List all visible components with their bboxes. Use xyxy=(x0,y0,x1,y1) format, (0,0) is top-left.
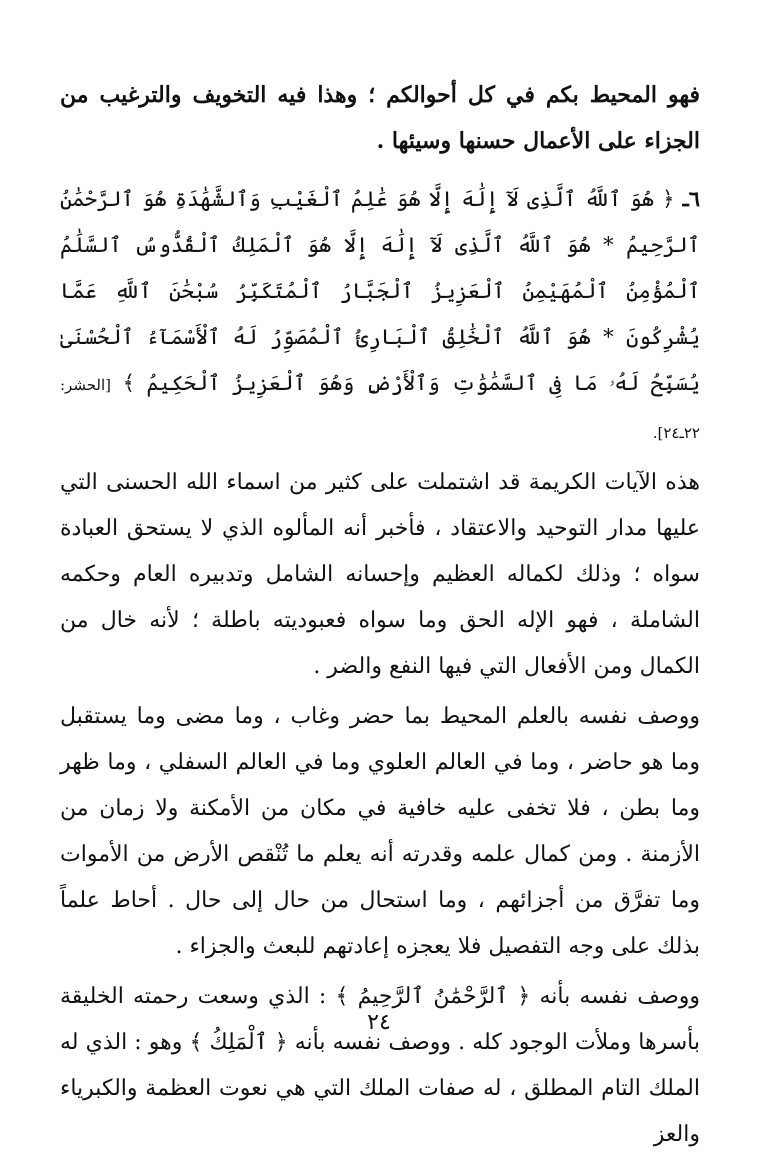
verse-number: ٦ـ xyxy=(682,186,700,211)
paragraph-intro: فهو المحيط بكم في كل أحوالكم ؛ وهذا فيه التخويف والترغيب من الجزاء على الأعمال حسنها وسيئها . xyxy=(60,82,700,154)
paragraph-mercy-and-kingship: ووصف نفسه بأنه ﴿ ٱلرَّحْمَٰنُ ٱلرَّحِيمُ ﴾ : الذي وسعت رحمته الخليقة بأسرها وملأت الوجود كله . ووصف نفسه بأنه ﴿ ٱلْمَلِكُ ﴾ وهو : الذي له الملك التام المطلق ، له صفات الملك التي هي نعوت العظمة والكبرياء والعز xyxy=(60,984,700,1147)
verse-text: ﴿ هُوَ ٱللَّهُ ٱلَّذِى لَآ إِلَٰهَ إِلَّا هُوَ عَٰلِمُ ٱلْغَيْبِ وَٱلشَّهَٰدَةِ هُوَ ٱلرَّحْمَٰنُ ٱلرَّحِيمُ * هُوَ ٱللَّهُ ٱلَّذِى لَآ إِلَٰهَ إِلَّا هُوَ ٱلْمَلِكُ ٱلْقُدُّوسُ ٱلسَّلَٰمُ ٱلْمُؤْمِنُ ٱلْمُهَيْمِنُ ٱلْعَزِيزُ ٱلْجَبَّارُ ٱلْمُتَكَبِّرُ سُبْحَٰنَ ٱللَّهِ عَمَّا يُشْرِكُونَ * هُوَ ٱللَّهُ ٱلْخَٰلِقُ ٱلْبَارِئُ ٱلْمُصَوِّرُ لَهُ ٱلْأَسْمَآءُ ٱلْحُسْنَىٰ يُسَبِّحُ لَهُۥ مَا فِى ٱلسَّمَٰوَٰتِ وَٱلْأَرْضِ وَهُوَ ٱلْعَزِيزُ ٱلْحَكِيمُ ﴾ xyxy=(60,187,700,395)
paragraph-names-of-allah: هذه الآيات الكريمة قد اشتملت على كثير من اسماء الله الحسنى التي عليها مدار التوحيد والاعتقاد ، فأخبر أنه المألوه الذي لا يستحق العبادة سواه ؛ وذلك لكماله العظيم وإحسانه الشامل وتدبيره العام وحكمه الشاملة ، فهو الإله الحق وما سواه فعبوديته باطلة ؛ لأنه خال من الكمال ومن الأفعال التي فيها النفع والضر . xyxy=(60,470,700,679)
page-number: ٢٤ xyxy=(367,1010,391,1035)
page-body xyxy=(60,72,700,1158)
quran-verse-block xyxy=(60,176,700,456)
verse-citation: [الحشر: ٢٢ـ٢٤]. xyxy=(60,376,700,442)
paragraph-knowledge: ووصف نفسه بالعلم المحيط بما حضر وغاب ، وما مضى وما يستقبل وما هو حاضر ، وما في العالم العلوي وما في العالم السفلي ، وما ظهر وما بطن ، فلا تخفى عليه خافية في مكان من الأمكنة ولا زمان من الأزمنة . ومن كمال علمه وقدرته أنه يعلم ما تُنْقص الأرض من الأموات وما تفرَّق من أجزائهم ، وما استحال من حال إلى حال . أحاط علماً بذلك على وجه التفصيل فلا يعجزه إعادتهم للبعث والجزاء . xyxy=(60,704,700,959)
